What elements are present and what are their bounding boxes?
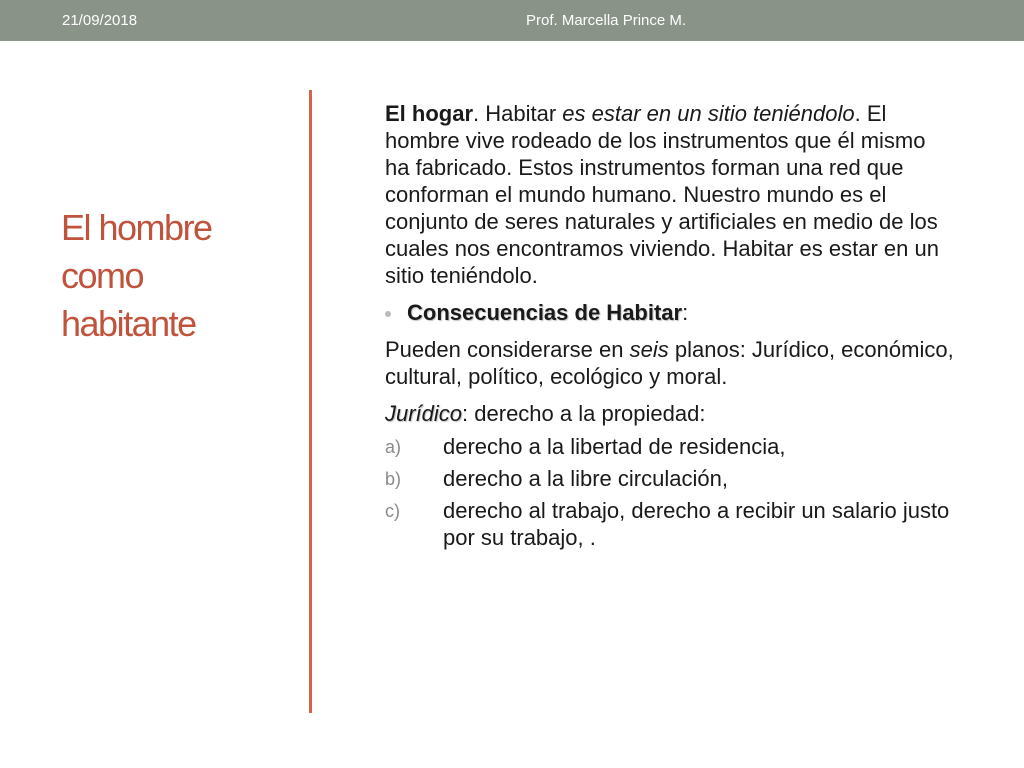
intro-paragraph <box>385 100 955 289</box>
bullet-bold: Consecuencias de Habitar <box>407 300 683 325</box>
list-item <box>385 433 955 460</box>
planos-text-1: Pueden considerarse en <box>385 337 630 362</box>
date-label: 21/09/2018 <box>62 12 138 29</box>
planos-paragraph <box>385 336 955 390</box>
intro-text-2: . El hombre vive rodeado de los instrumentos que él mismo ha fabricado. Estos instrumentos forman una red que conforman el mundo humano. Nuestro mundo es el conjunto de seres naturales y artificiales en medio de los cuales nos encontramos viviendo. Habitar es estar en un sitio teniéndolo. <box>385 101 939 288</box>
bullet-dot-icon <box>385 311 391 317</box>
bullet-item <box>385 299 955 326</box>
vertical-divider <box>309 90 312 713</box>
list-marker: a) <box>385 437 402 457</box>
planos-text-2: planos: Jurídico, económico, cultural, político, ecológico y moral. <box>385 337 954 389</box>
juridico-paragraph <box>385 400 955 427</box>
content-body <box>385 100 955 556</box>
slide-title: El hombre como habitante <box>61 207 212 344</box>
list-marker: c) <box>385 501 400 521</box>
header-bar <box>0 0 1024 41</box>
bullet-text <box>385 299 955 326</box>
list-item-text: derecho al trabajo, derecho a recibir un salario justo por su trabajo, . <box>443 498 950 550</box>
list-item <box>385 465 955 492</box>
planos-italic: seis <box>629 337 669 362</box>
rights-list <box>385 433 955 551</box>
list-item-text: derecho a la libertad de residencia, <box>443 434 786 459</box>
list-item <box>385 497 955 551</box>
list-item-text: derecho a la libre circulación, <box>443 466 728 491</box>
author-label: Prof. Marcella Prince M. <box>526 12 687 29</box>
intro-heading: El hogar <box>385 101 474 126</box>
intro-text-1: . Habitar <box>473 101 563 126</box>
juridico-italic: Jurídico <box>385 401 463 426</box>
juridico-text: : derecho a la propiedad: <box>462 401 706 426</box>
bullet-suffix: : <box>682 300 689 325</box>
list-marker: b) <box>385 469 402 489</box>
intro-italic: es estar en un sitio teniéndolo <box>562 101 855 126</box>
